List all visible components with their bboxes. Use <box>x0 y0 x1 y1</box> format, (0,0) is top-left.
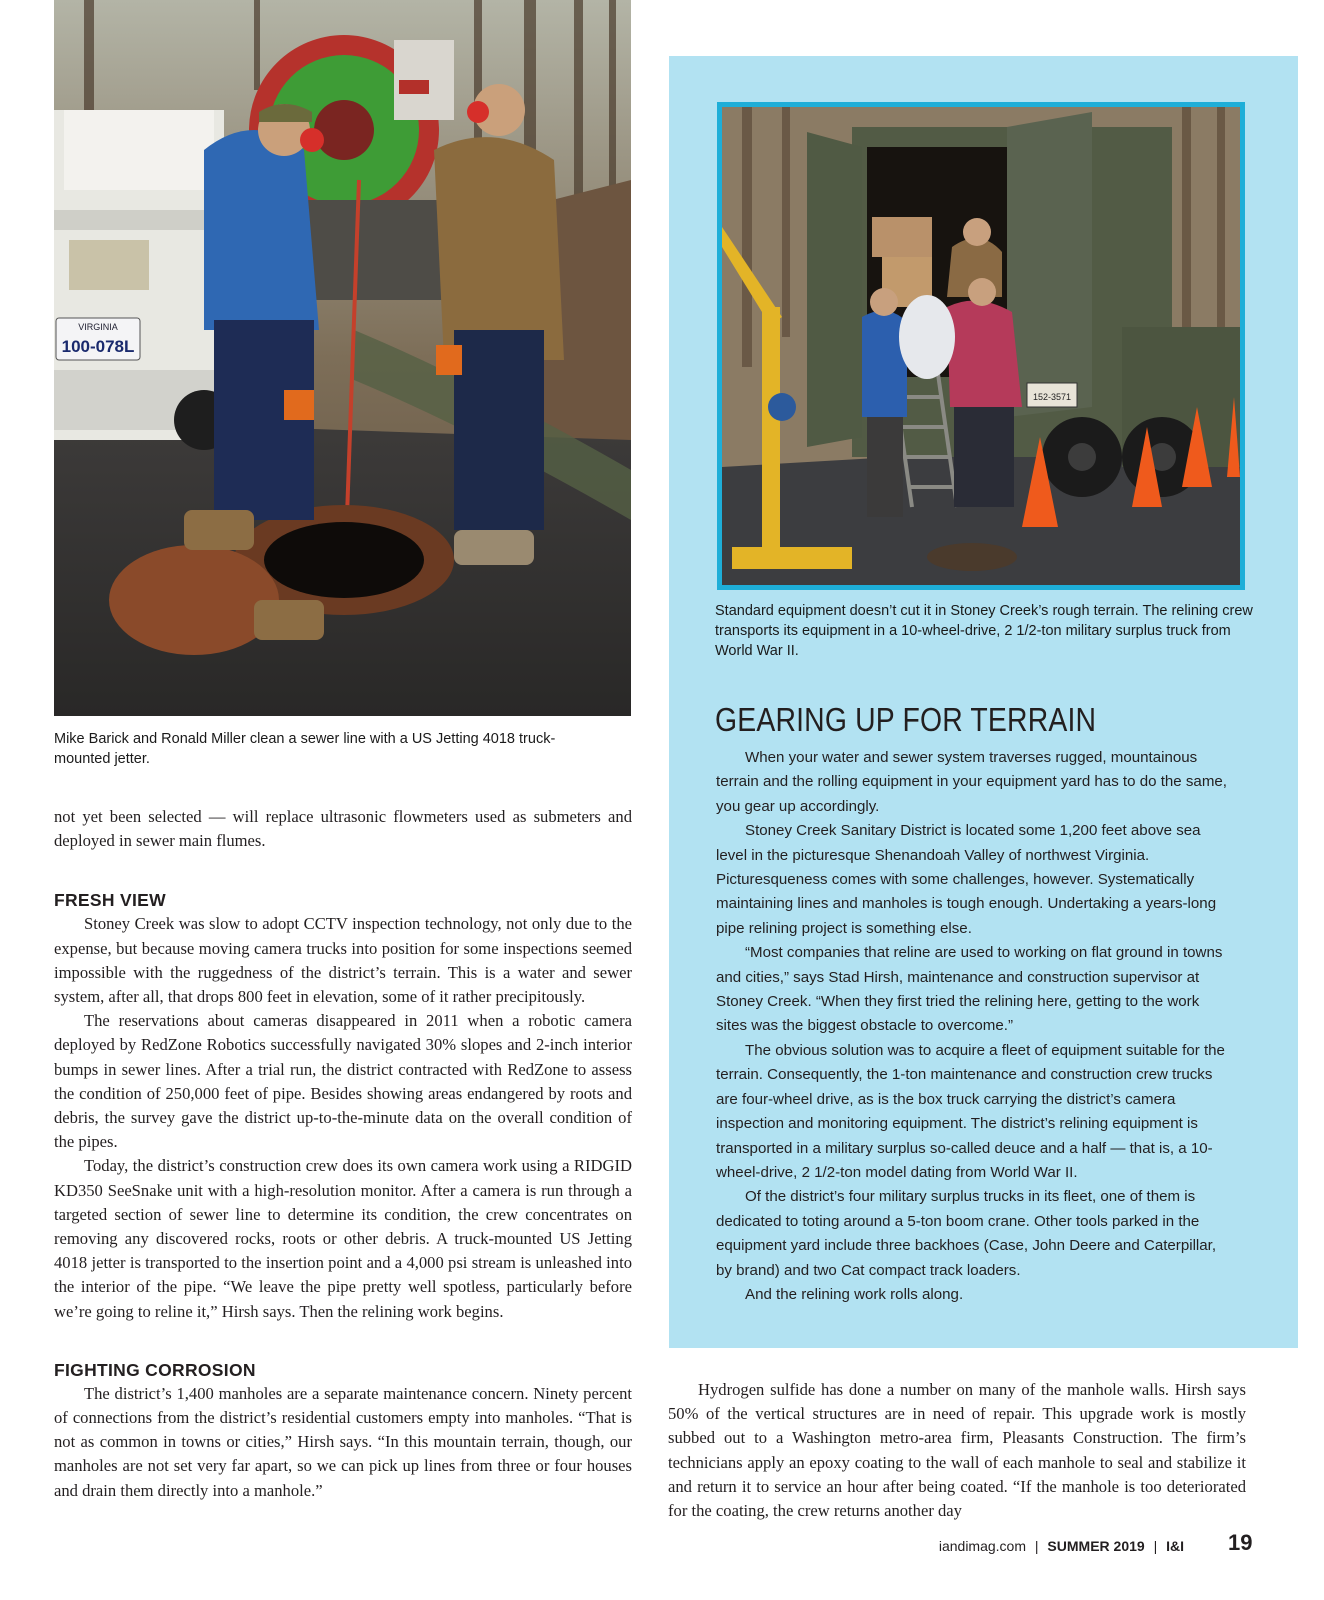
sidebar-paragraph: Of the district’s four military surplus trucks in its fleet, one of them is dedicated to toting around a 5-ton boom crane. Other tools parked in the equipment yard include three backhoes (Case, John Deere and Caterpillar, by brand) and two Cat compact track loaders. <box>716 1188 1217 1279</box>
truck-license-plate <box>1027 383 1077 407</box>
fighting-corrosion-heading: FIGHTING CORROSION <box>54 1359 256 1380</box>
footer-issue: SUMMER 2019 <box>1047 1538 1145 1554</box>
svg-text:152-3571: 152-3571 <box>1032 392 1072 402</box>
left-article-column <box>54 805 632 1503</box>
body-paragraph: Hydrogen sulfide has done a number on many of the manhole walls. Hirsh says 50% of the vertical structures are in need of repair. This upgrade work is mostly subbed out to a Washington metro-area firm, Pleasants Construction. The firm’s technicians apply an epoxy coating to the wall of each manhole to seal and stabilize it and return it to service an hour after being coated. “If the manhole is too deteriorated for the coating, the crew returns another day <box>668 1380 1246 1521</box>
body-paragraph: Today, the district’s construction crew does its own camera work using a RIDGID KD350 SeeSnake unit with a high-resolution monitor. After a camera is run through a targeted section of sewer line to determine its condition, the crew concentrates on removing any discovered rocks, roots or other debris. A truck-mounted US Jetting 4018 jetter is transported to the insertion point and a 4,000 psi stream is unleashed into the interior of the pipe. “We leave the pipe pretty well spotless, particularly before we’re going to reline it,” Hirsh says. Then the relining work begins. <box>54 1156 632 1321</box>
military-truck-photo <box>722 107 1240 585</box>
body-paragraph: The district’s 1,400 manholes are a separate maintenance concern. Ninety percent of connections from the district’s residential customers empty into manholes. “That is not as common in towns or cities,” Hirsh says. “In this mountain terrain, though, our manholes are not set very far apart, so we can pick up lines from three or four houses and drain them directly into a manhole.” <box>54 1383 632 1500</box>
footer-separator: | <box>1153 1538 1158 1554</box>
sidebar-paragraph: Stoney Creek Sanitary District is located some 1,200 feet above sea level in the picturesque Shenandoah Valley of northwest Virginia. Picturesqueness comes with some challenges, however. Systematically maintaining lines and manholes is tough enough. Undertaking a years-long pipe relining project is something else. <box>716 822 1217 937</box>
body-paragraph: Stoney Creek was slow to adopt CCTV inspection technology, not only due to the expense, but because moving camera trucks into position for some inspections seemed impossible with the ruggedness of the district’s terrain. This is a water and sewer system, after all, that drops 800 feet in elevation, some of it rather precipitously. <box>54 914 632 1007</box>
fresh-view-heading: FRESH VIEW <box>54 890 166 911</box>
footer-separator: | <box>1034 1538 1039 1554</box>
body-paragraph: The reservations about cameras disappeared in 2011 when a robotic camera deployed by RedZone Robotics successfully navigated 30% slopes and 2-inch interior bumps in sewer lines. After a trial run, the district contracted with RedZone to assess the condition of 250,000 feet of pipe. Besides showing areas endangered by roots and debris, the survey gave the district up-to-the-minute data on the overall condition of the pipes. <box>54 1011 632 1152</box>
footer-site: iandimag.com <box>938 1538 1026 1554</box>
truck-photo-caption: Standard equipment doesn’t cut it in Stoney Creek’s rough terrain. The relining crew transports its equipment in a 10-wheel-drive, 2 1/2-ton military surplus truck from World War II. <box>715 603 1253 659</box>
page-footer <box>939 1538 1184 1554</box>
footer-magazine: I&I <box>1166 1538 1184 1554</box>
sidebar-paragraph: When your water and sewer system traverses rugged, mountainous terrain and the rolling equipment in your equipment yard has to do the same, you gear up accordingly. <box>716 749 1227 815</box>
sidebar-photo-frame <box>717 102 1245 590</box>
page-number: 19 <box>1228 1530 1253 1555</box>
jetter-photo-caption: Mike Barick and Ronald Miller clean a sewer line with a US Jetting 4018 truck-mounted jetter. <box>54 731 556 767</box>
svg-text:VIRGINIA: VIRGINIA <box>78 322 118 332</box>
sidebar-paragraph: And the relining work rolls along. <box>745 1285 964 1303</box>
sidebar-box <box>669 56 1298 1348</box>
intro-paragraph: not yet been selected — will replace ultrasonic flowmeters used as submeters and deployed in sewer main flumes. <box>54 807 632 851</box>
jetter-crew-photo <box>54 0 631 716</box>
sidebar-paragraph: The obvious solution was to acquire a fleet of equipment suitable for the terrain. Consequently, the 1-ton maintenance and construction crew trucks are four-wheel drive, as is the box truck carrying the district’s camera inspection and monitoring equipment. The district’s relining equipment is transported in a military surplus so-called deuce and a half — that is, a 10-wheel-drive, 2 1/2-ton model dating from World War II. <box>716 1041 1225 1181</box>
virginia-license-plate <box>56 318 140 360</box>
sidebar-paragraph: “Most companies that reline are used to working on flat ground in towns and cities,” says Stad Hirsh, maintenance and construction supervisor at Stoney Creek. “When they first tried the relining here, getting to the work sites was the biggest obstacle to overcome.” <box>716 944 1223 1035</box>
svg-text:100-078L: 100-078L <box>61 337 135 356</box>
right-article-column <box>668 1378 1246 1523</box>
sidebar-body <box>716 746 1232 1307</box>
sidebar-title: GEARING UP FOR TERRAIN <box>715 701 1097 738</box>
